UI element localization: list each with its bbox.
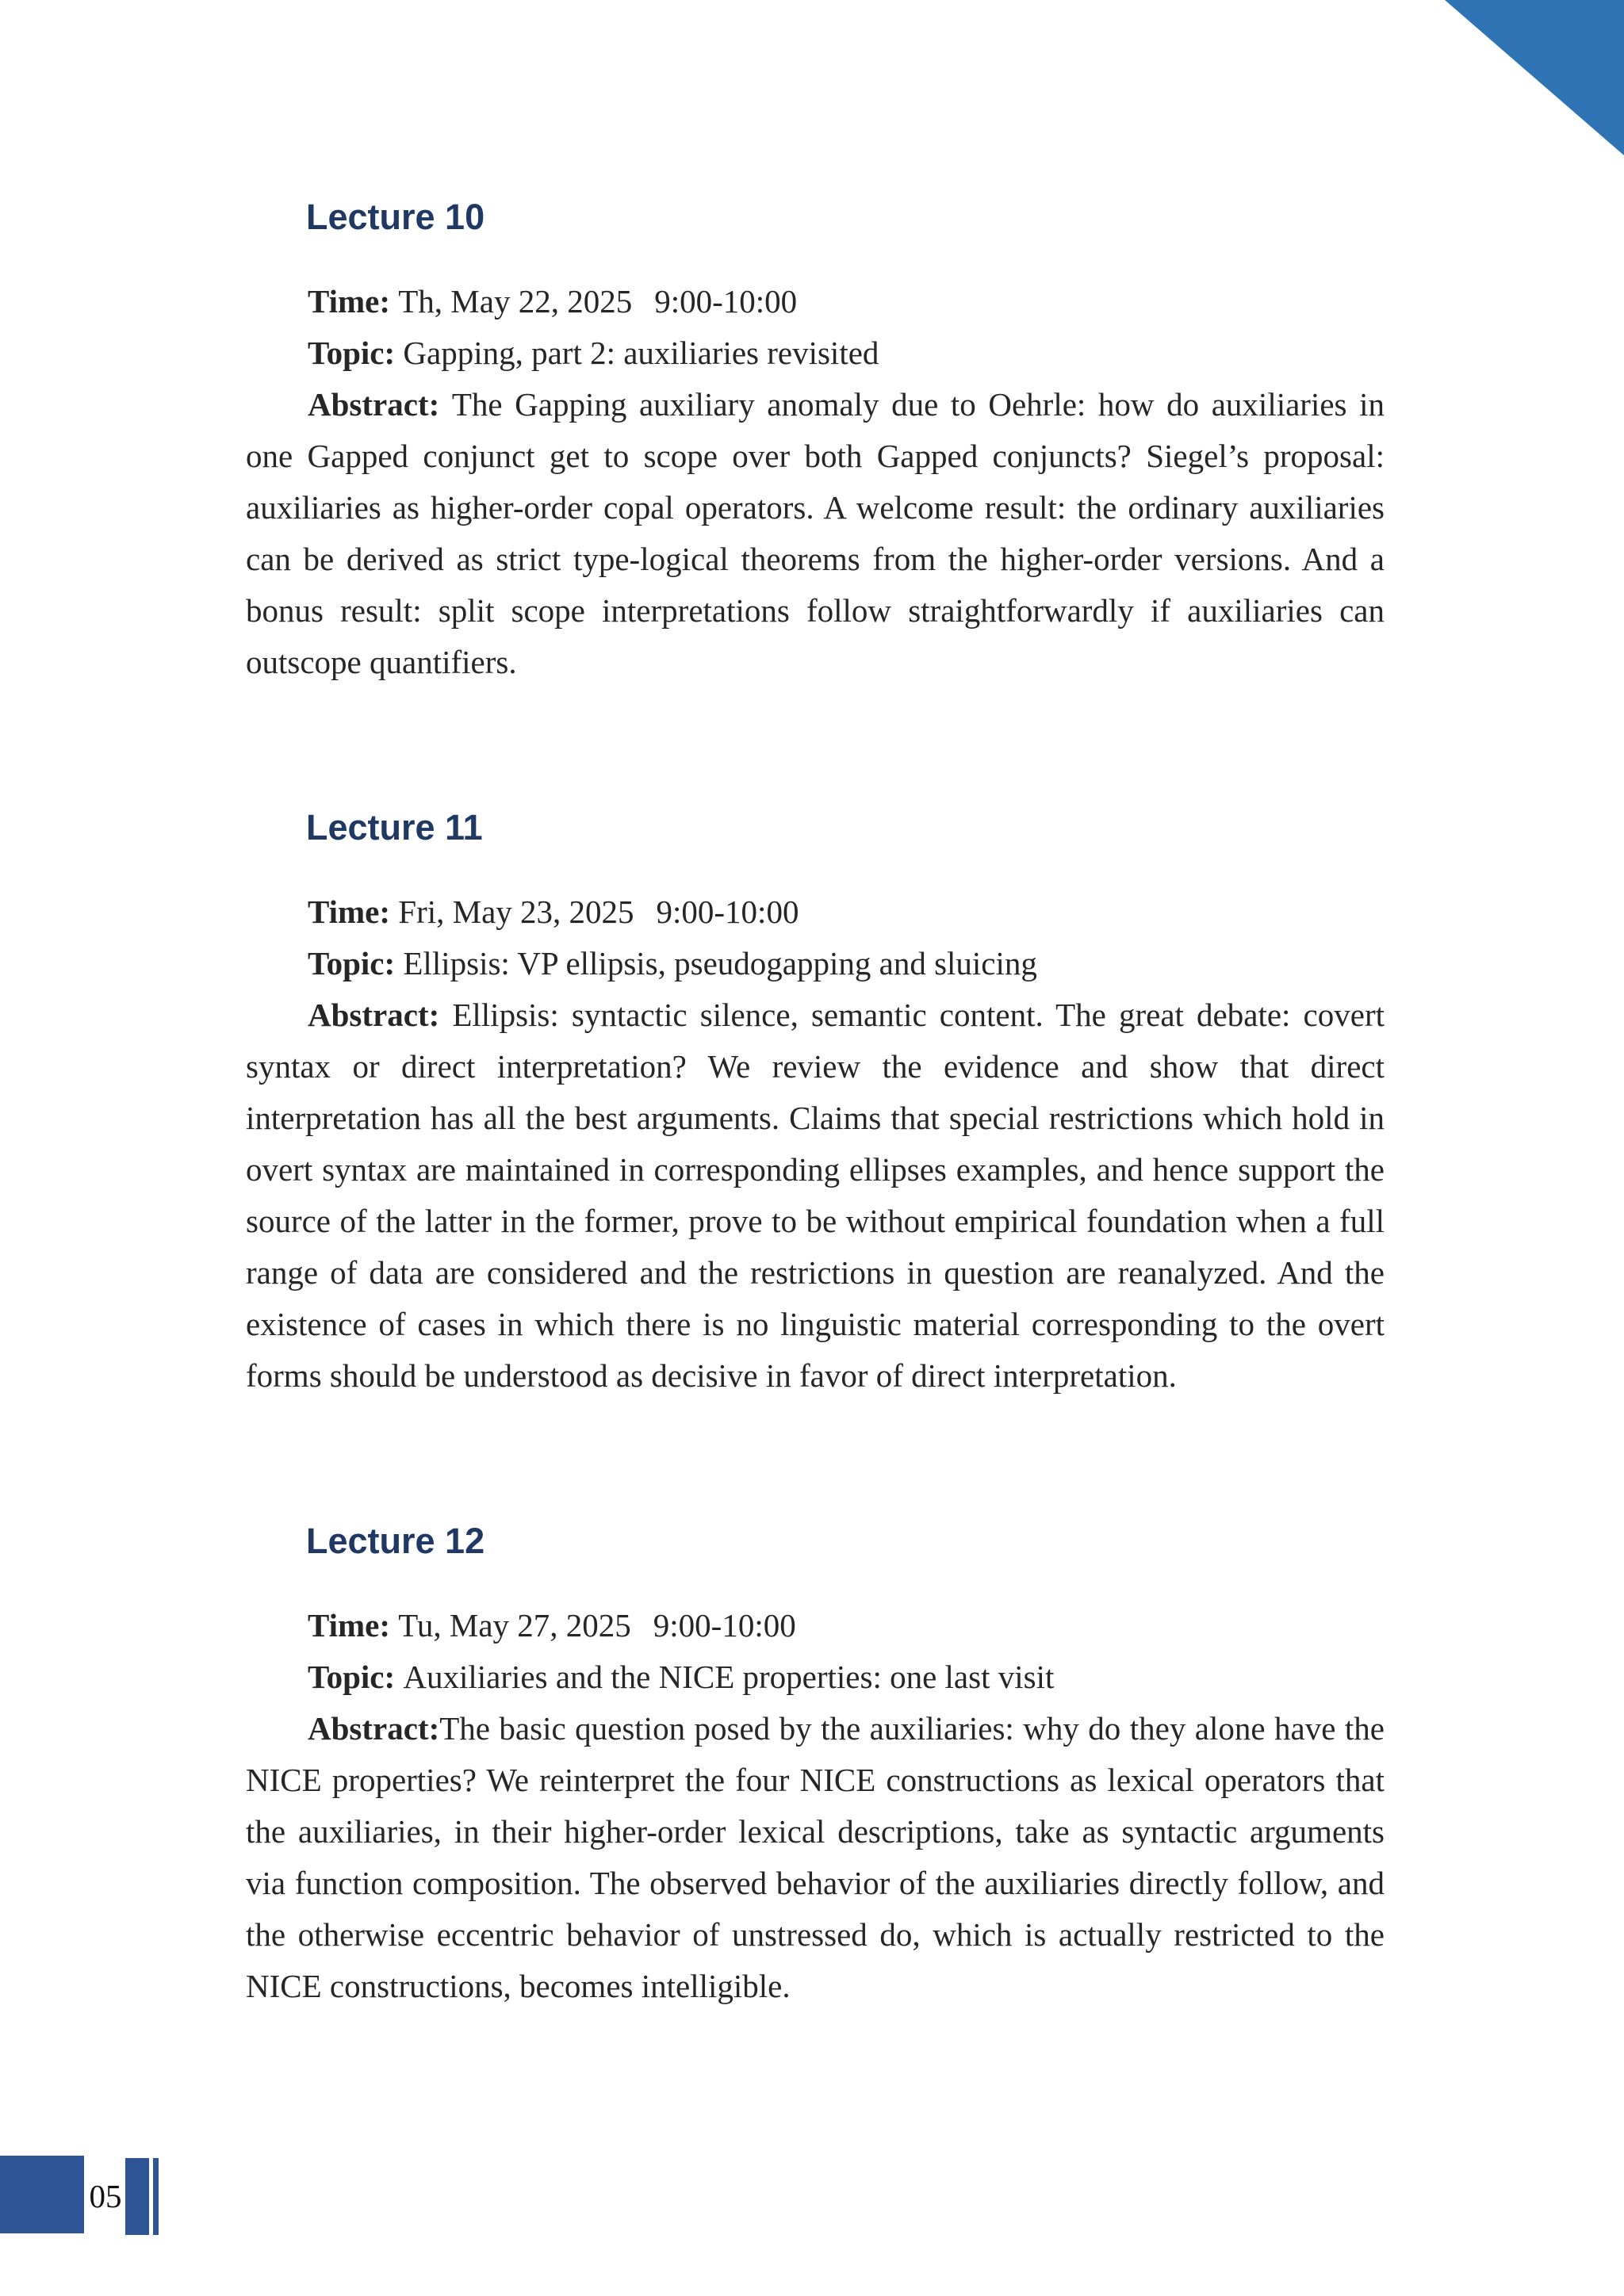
lecture-title: Lecture 10 (306, 197, 485, 237)
time-range: 9:00-10:00 (654, 283, 798, 320)
topic-text: Ellipsis: VP ellipsis, pseudogapping and sluicing (403, 945, 1037, 982)
footer-square-decoration (0, 2156, 84, 2233)
lecture-time-row (246, 1600, 1385, 1651)
abstract-text: Ellipsis: syntactic silence, semantic content. The great debate: covert syntax or direct interpretation? We review the evidence and show that direct interpretation has all the best arguments. Claims that special restrictions which hold in overt syntax are maintained in corresponding ellipses examples, and hence support the source of the latter in the former, prove to be without empirical foundation when a full range of data are considered and the restrictions in question are reanalyzed. And the existence of cases in which there is no linguistic material corresponding to the overt forms should be understood as decisive in favor of direct interpretation. (246, 997, 1385, 1394)
abstract-text: The basic question posed by the auxiliaries: why do they alone have the NICE properties? We reinterpret the four NICE constructions as lexical operators that the auxiliaries, in their higher-order lexical descriptions, take as syntactic arguments via function composition. The observed behavior of the auxiliaries directly follow, and the otherwise eccentric behavior of unstressed do, which is actually restricted to the NICE constructions, becomes intelligible. (246, 1710, 1385, 2004)
lecture-section-11 (246, 806, 1385, 1402)
abstract-label: Abstract: (308, 386, 452, 423)
time-date: Th, May 22, 2025 (398, 283, 633, 320)
time-range: 9:00-10:00 (653, 1607, 796, 1644)
lecture-title: Lecture 12 (306, 1521, 485, 1561)
lecture-title: Lecture 11 (306, 807, 483, 848)
corner-triangle-decoration (1445, 0, 1624, 155)
lecture-section-10 (246, 195, 1385, 688)
lecture-topic-row (246, 1651, 1385, 1703)
time-label: Time: (308, 894, 399, 930)
lecture-time-row (246, 886, 1385, 938)
topic-label: Topic: (308, 335, 404, 371)
lecture-abstract (246, 989, 1385, 1402)
lecture-abstract (246, 1703, 1385, 2012)
lecture-section-12 (246, 1519, 1385, 2012)
time-date: Tu, May 27, 2025 (398, 1607, 631, 1644)
topic-text: Gapping, part 2: auxiliaries revisited (403, 335, 879, 371)
topic-text: Auxiliaries and the NICE properties: one last visit (403, 1659, 1055, 1695)
topic-label: Topic: (308, 945, 404, 982)
page-number: 05 (89, 2177, 122, 2214)
topic-label: Topic: (308, 1659, 404, 1695)
lecture-topic-row (246, 327, 1385, 379)
abstract-label: Abstract: (308, 997, 453, 1033)
time-label: Time: (308, 1607, 399, 1644)
time-date: Fri, May 23, 2025 (398, 894, 634, 930)
time-range: 9:00-10:00 (656, 894, 799, 930)
abstract-label: Abstract: (308, 1710, 440, 1747)
time-label: Time: (308, 283, 399, 320)
lecture-time-row (246, 276, 1385, 327)
lecture-topic-row (246, 938, 1385, 989)
footer-bar-thin-decoration (153, 2158, 159, 2235)
lecture-abstract (246, 379, 1385, 688)
abstract-text: The Gapping auxiliary anomaly due to Oehrle: how do auxiliaries in one Gapped conjunct get to scope over both Gapped conjuncts? Siegel’s proposal: auxiliaries as higher-order copal operators. A welcome result: the ordinary auxiliaries can be derived as strict type-logical theorems from the higher-order versions. And a bonus result: split scope interpretations follow straightforwardly if auxiliaries can outscope quantifiers. (246, 386, 1385, 680)
page-content (246, 195, 1385, 2012)
footer-bar-medium-decoration (125, 2158, 149, 2235)
